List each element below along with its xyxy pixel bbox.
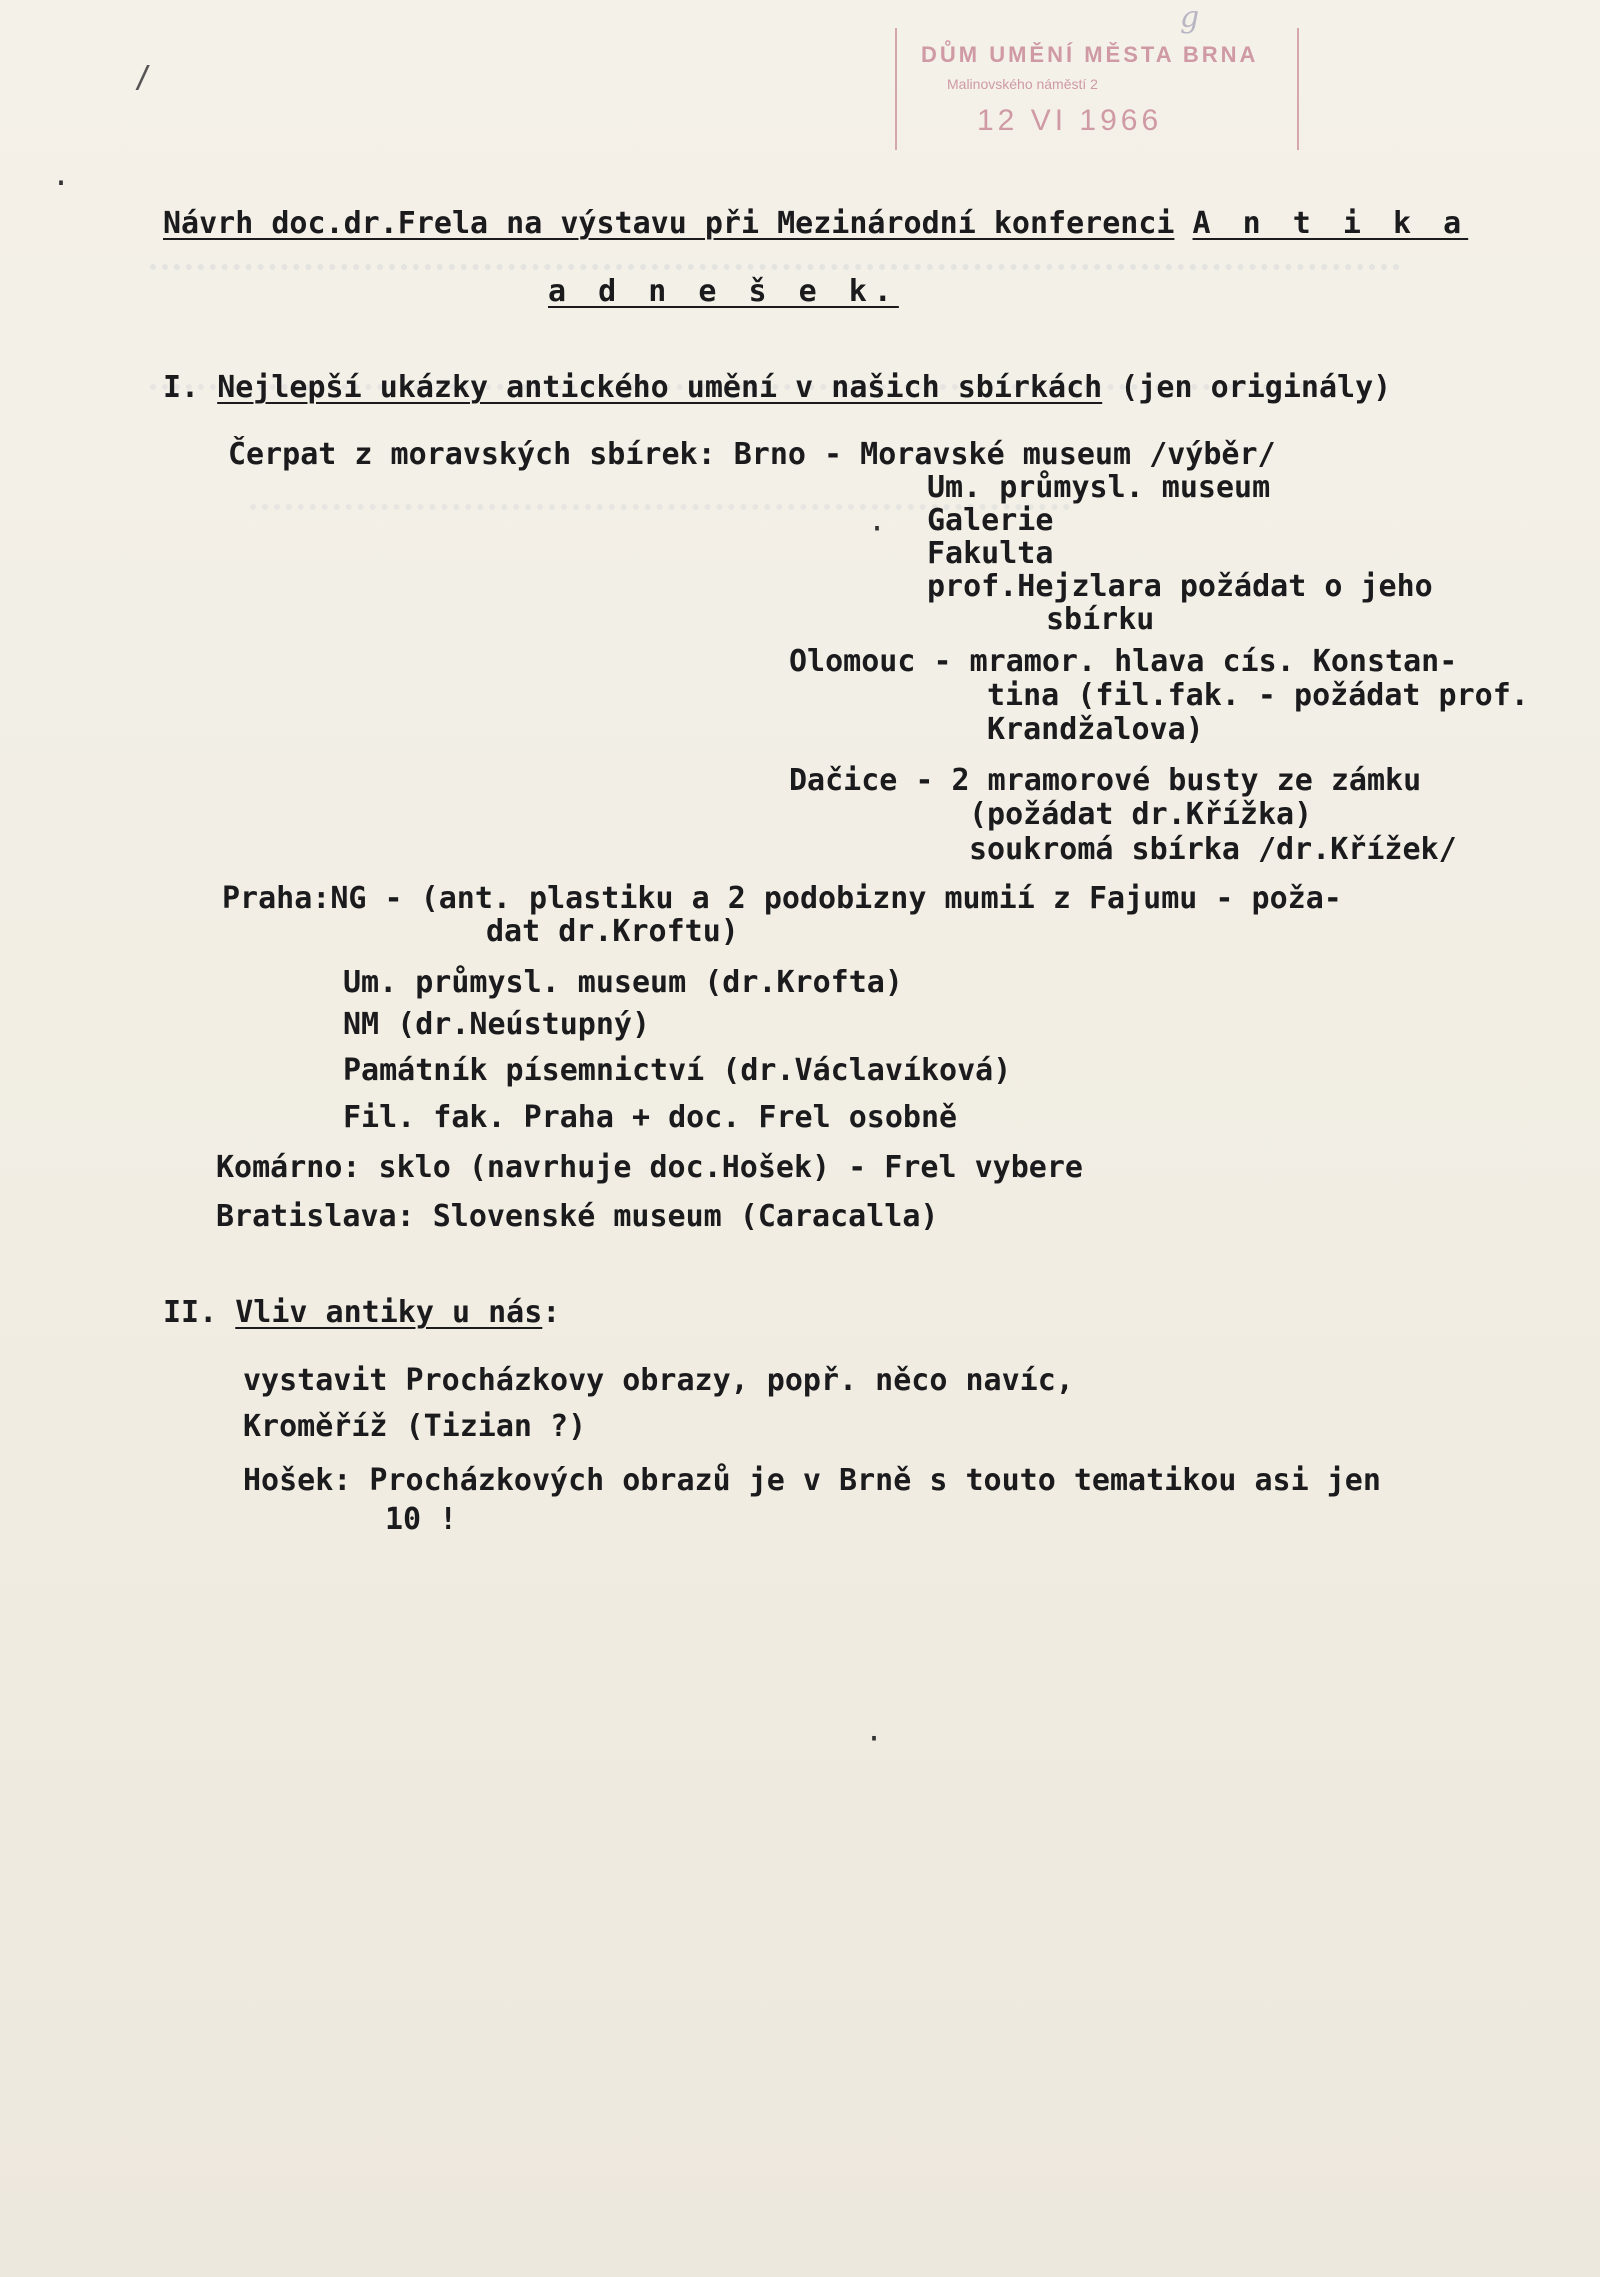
section-1-number: I. [163,370,200,405]
title-dnesek: a d n e š e k. [548,274,899,309]
section-1-heading [163,370,1391,406]
text-line: tina (fil.fak. - požádat prof. [987,678,1529,713]
stray-dot: · [865,1722,884,1757]
text-line: Fakulta [927,536,1054,571]
title-antika: A n t i k a [1192,206,1469,241]
margin-tick: / [134,60,153,95]
text-line: dat dr.Kroftu) [486,914,739,949]
text-line: Olomouc - mramor. hlava cís. Konstan- [789,644,1458,679]
section-2-heading [163,1295,560,1331]
title-text: Návrh doc.dr.Frela na výstavu při Mezinárodní konferenci [163,206,1175,241]
section-2-colon: : [542,1295,561,1330]
text-line: Kroměříž (Tizian ?) [243,1409,587,1444]
text-line: soukromá sbírka /dr.Křížek/ [969,832,1457,867]
text-line: sbírku [1046,602,1155,637]
text-line: Čerpat z moravských sbírek: Brno - Moravské museum /výběr/ [228,437,1276,472]
stamp-org: DŮM UMĚNÍ MĚSTA BRNA [921,42,1259,67]
text-line: Um. průmysl. museum (dr.Krofta) [343,965,903,1000]
text-line: Galerie [927,503,1054,538]
text-line: vystavit Procházkovy obrazy, popř. něco navíc, [243,1363,1074,1398]
text-line: Krandžalova) [987,712,1204,747]
stamp-address: Malinovského náměstí 2 [947,76,1098,92]
text-line: Fil. fak. Praha + doc. Frel osobně [343,1100,958,1135]
title-line-2 [548,274,899,310]
text-line: Bratislava: Slovenské museum (Caracalla) [216,1199,939,1234]
text-line: 10 ! [385,1502,458,1537]
text-line: Hošek: Procházkových obrazů je v Brně s touto tematikou asi jen [243,1463,1381,1498]
registry-stamp [895,28,1299,150]
text-line: Praha:NG - (ant. plastiku a 2 podobizny mumií z Fajumu - poža- [222,881,1342,916]
section-2-title: Vliv antiky u nás [235,1295,543,1330]
text-line: Um. průmysl. museum [927,470,1271,505]
text-line: Komárno: sklo (navrhuje doc.Hošek) - Frel vybere [216,1150,1083,1185]
section-1-note: (jen originály) [1120,370,1392,405]
title-line-1 [163,206,1468,242]
stamp-date: 12 VI 1966 [977,104,1163,137]
text-line: (požádat dr.Křížka) [969,797,1313,832]
section-2-number: II. [163,1295,218,1330]
text-line: Dačice - 2 mramorové busty ze zámku [789,763,1422,798]
margin-dot: . [52,158,71,193]
text-line: prof.Hejzlara požádat o jeho [927,569,1433,604]
pencil-mark: g [1180,0,1200,35]
stray-dot: · [868,512,887,547]
text-line: NM (dr.Neústupný) [343,1007,651,1042]
section-1-title: Nejlepší ukázky antického umění v našich sbírkách [217,370,1103,405]
text-line: Památník písemnictví (dr.Václavíková) [343,1053,1012,1088]
